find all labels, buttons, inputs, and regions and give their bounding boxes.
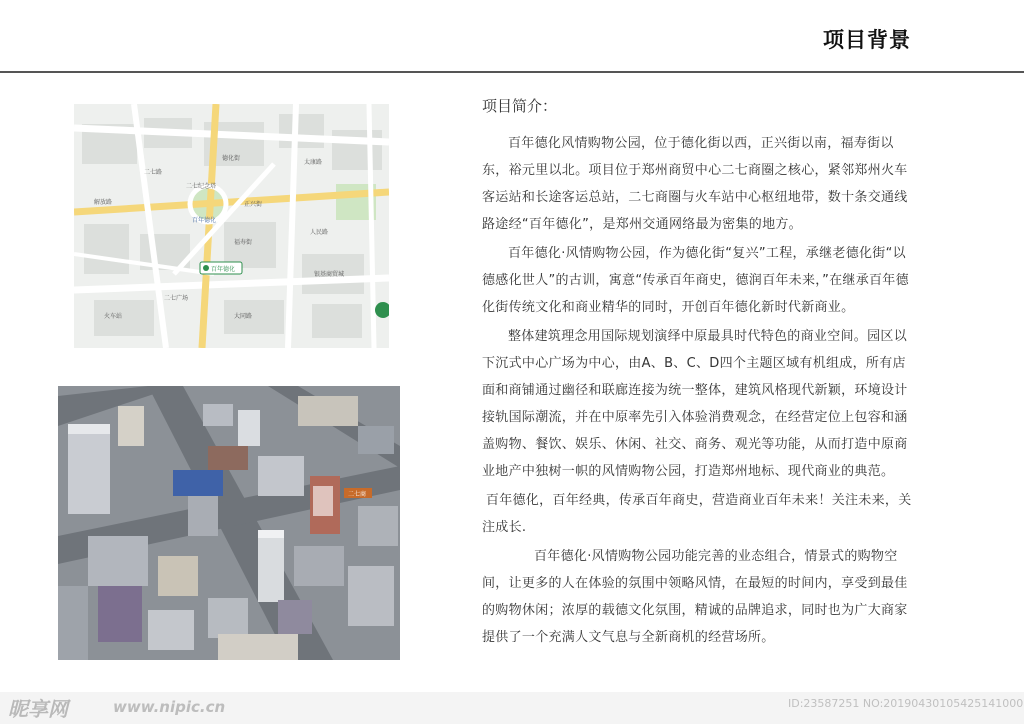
paragraph-heritage: 百年德化·风情购物公园，作为德化街“复兴”工程，承继老德化街“以德感化世人”的古训，寓意“传承百年商史，德润百年未来，”在继承百年德化街传统文化和商业精华的同时，开创百年德化新时代新商业。 — [482, 246, 909, 315]
header-divider — [0, 71, 1024, 73]
paragraph-location: 百年德化风情购物公园，位于德化街以西，正兴街以南，福寿街以东，裕元里以北。项目位于郑州商贸中心二七商圈之核心，紧邻郑州火车客运站和长途客运总站，二七商圈与火车站中心枢纽地带，数十条交通线路途经“百年德化”，是郑州交通网络最为密集的地方。 — [482, 136, 908, 232]
map-label: 福寿街 — [234, 239, 253, 246]
aerial-sign: 二七商 — [348, 491, 367, 498]
aerial-rendering — [58, 386, 400, 660]
map-label: 解放路 — [94, 199, 113, 206]
section-heading: 项目简介： — [482, 97, 558, 115]
location-pin-icon — [200, 262, 242, 274]
watermark-logo: 昵享网 — [8, 697, 68, 721]
location-map-drawing — [74, 104, 389, 348]
svg-text:百年德化: 百年德化 — [211, 266, 236, 273]
watermark-url: www.nipic.cn — [113, 698, 226, 716]
map-label: 正兴街 — [244, 201, 263, 208]
paragraph-slogan: 百年德化，百年经典，传承百年商史，营造商业百年未来！关注未来，关注成长. — [482, 493, 912, 535]
map-label: 百年德化 — [192, 217, 217, 224]
map-label: 银基商贸城 — [314, 271, 345, 278]
page-title: 项目背景 — [823, 28, 911, 52]
location-map — [74, 104, 389, 348]
map-label: 人民路 — [310, 229, 329, 236]
map-label: 太康路 — [304, 159, 323, 166]
map-label: 德化街 — [222, 155, 241, 162]
paragraph-functions: 百年德化·风情购物公园功能完善的业态组合，情景式的购物空间，让更多的人在体验的氛围中领略风情，在最短的时间内，享受到最佳的购物休闲；浓厚的载德文化氛围，精诚的品牌追求，同时也为广大商家提供了一个充满人文气息与全新商机的经营场所。 — [482, 549, 908, 645]
map-label: 二七纪念塔 — [186, 183, 217, 190]
aerial-rendering-drawing — [58, 386, 400, 660]
project-description — [482, 130, 912, 653]
watermark-id: ID:23587251 NO:20190430105425141000 — [788, 697, 1024, 710]
map-label: 大同路 — [234, 313, 253, 320]
map-label: 火车站 — [104, 313, 123, 320]
map-label: 二七广场 — [164, 295, 189, 302]
paragraph-architecture: 整体建筑理念用国际规划演绎中原最具时代特色的商业空间。园区以下沉式中心广场为中心，由A、B、C、D四个主题区域有机组成，所有店面和商铺通过幽径和联廊连接为统一整体，建筑风格现代新颖，环境设计接轨国际潮流，并在中原率先引入体验消费观念，在经营定位上包容和涵盖购物、餐饮、娱乐、休闲、社交、商务、观光等功能，从而打造中原商业地产中独树一帜的风情购物公园，打造郑州地标、现代商业的典范。 — [482, 329, 908, 479]
map-label: 二七路 — [144, 169, 163, 176]
